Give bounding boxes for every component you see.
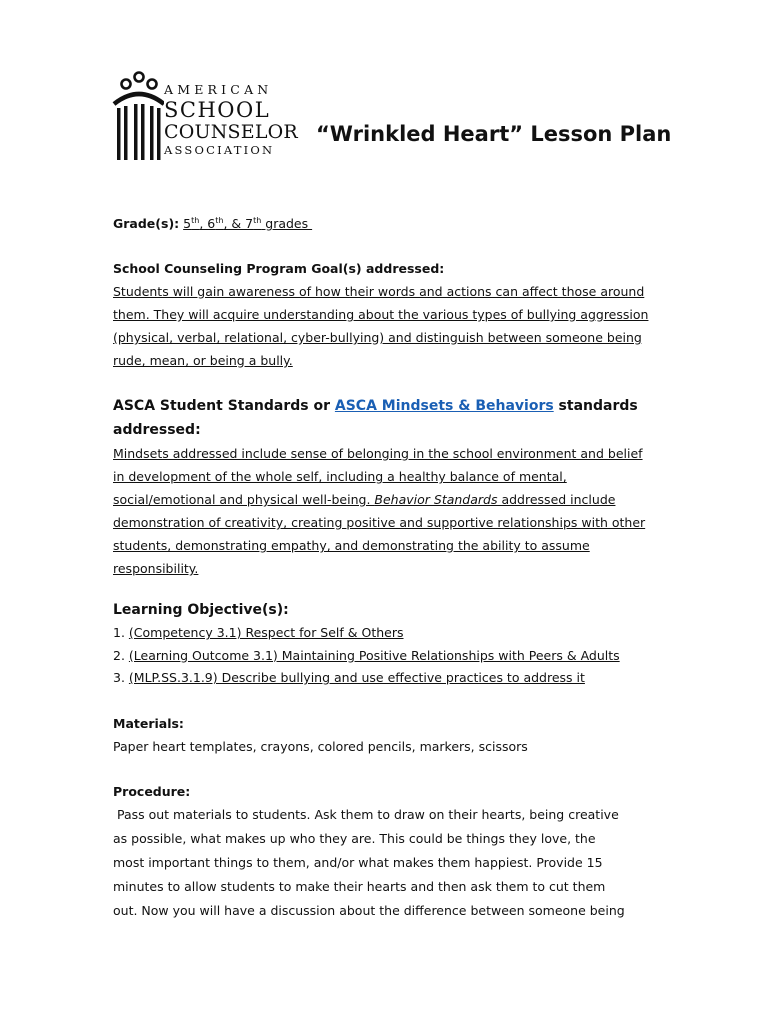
asca-mindsets-link[interactable]: ASCA Mindsets & Behaviors: [334, 398, 554, 414]
procedure-heading: Procedure:: [113, 783, 191, 799]
materials-heading: Materials:: [113, 715, 184, 731]
page-title: “Wrinkled Heart” Lesson Plan: [316, 122, 672, 146]
list-item: 3. (MLP.SS.3.1.9) Describe bullying and use effective practices to address it: [113, 670, 585, 685]
grade-value: 5th, 6th, & 7th grades: [183, 215, 313, 231]
materials-text: Paper heart templates, crayons, colored pencils, markers, scissors: [113, 738, 528, 754]
standards-heading: ASCA Student Standards or ASCA Mindsets & Behaviors standards: [113, 398, 638, 414]
goal-heading: School Counseling Program Goal(s) addressed:: [113, 261, 445, 276]
logo-line-4: ASSOCIATION: [164, 142, 275, 157]
standards-text: Mindsets addressed include sense of belonging in the school environment and belief in development of the whole self, including a healthy balance of mental, social/emotional and physical well-being. Behavior Standards addressed include demonstration of creativity, creating positive and supportive relationships with other students, demonstrating empathy, and demonstrating the ability to assume responsibility.: [113, 446, 646, 576]
asca-logo-figures-icon: [112, 68, 164, 168]
standards-heading-line2: addressed:: [113, 422, 201, 438]
grade-row: [113, 212, 673, 235]
logo-line-2: SCHOOL: [164, 97, 271, 122]
list-item: 1. (Competency 3.1) Respect for Self & Others: [113, 625, 404, 640]
logo-line-1: AMERICAN: [164, 82, 273, 97]
grade-label: Grade(s):: [113, 216, 180, 231]
procedure-text: Pass out materials to students. Ask them to draw on their hearts, being creative as possible, what makes up who they are. This could be things they love, the most important things to them, and/or what makes them happiest. Provide 15 minutes to allow students to make their hearts and then ask them to cut them out. Now you will have a discussion about the difference between someone being: [113, 806, 625, 918]
objectives-heading: Learning Objective(s):: [113, 602, 289, 618]
logo-line-3: COUNSELOR: [164, 120, 298, 143]
objectives-list: [113, 622, 673, 690]
list-item: 2. (Learning Outcome 3.1) Maintaining Positive Relationships with Peers & Adults: [113, 647, 620, 663]
document-body: [113, 212, 673, 923]
goal-text: Students will gain awareness of how their words and actions can affect those around them. They will acquire understanding about the various types of bullying aggression (physical, verbal, relational, cyber-bullying) and distinguish between someone being rude, mean, or being a bully.: [113, 284, 649, 368]
asca-logo: [112, 68, 312, 168]
